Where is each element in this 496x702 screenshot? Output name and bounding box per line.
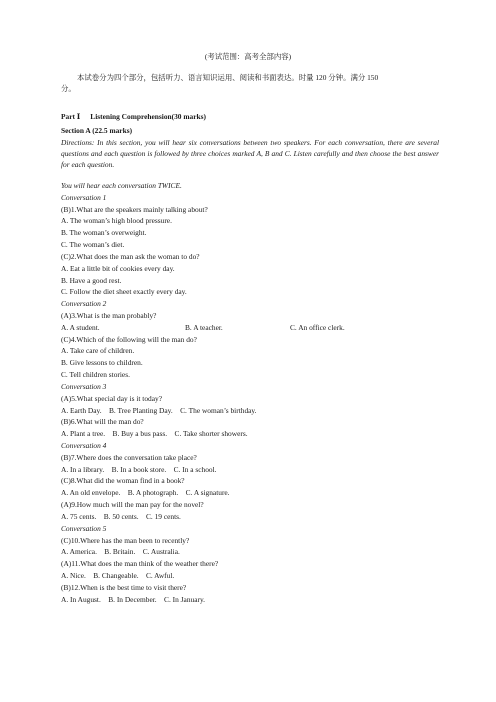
part-title: Listening Comprehension(30 marks): [90, 112, 206, 121]
question-3: (A)3.What is the man probably?: [61, 311, 157, 320]
conversation-4-heading: Conversation 4: [61, 441, 107, 450]
question-2-option-c: C. Follow the diet sheet exactly every day.: [61, 287, 187, 296]
conversation-1-heading: Conversation 1: [61, 193, 107, 202]
question-1-option-b: B. The woman’s overweight.: [61, 228, 147, 237]
section-heading: Section A (22.5 marks): [61, 126, 133, 135]
intro-text-cont: 分。: [61, 84, 76, 93]
question-4: (C)4.Which of the following will the man do?: [61, 335, 197, 344]
part-heading: [61, 112, 206, 122]
question-10-options: A. America. B. Britain. C. Australia.: [61, 547, 180, 556]
question-1: (B)1.What are the speakers mainly talking about?: [61, 205, 208, 214]
question-9-options: A. 75 cents. B. 50 cents. C. 19 cents.: [61, 512, 181, 521]
part-label: Part Ⅰ: [61, 112, 81, 121]
question-3-option-a: A. A student.: [61, 323, 100, 332]
conversation-2-heading: Conversation 2: [61, 299, 107, 308]
question-12: (B)12.When is the best time to visit there?: [61, 583, 187, 592]
question-1-option-a: A. The woman’s high blood pressure.: [61, 216, 172, 225]
question-5-options: A. Earth Day. B. Tree Planting Day. C. The woman’s birthday.: [61, 406, 257, 415]
question-4-option-c: C. Tell children stories.: [61, 370, 130, 379]
question-8: (C)8.What did the woman find in a book?: [61, 476, 185, 485]
question-4-option-a: A. Take care of children.: [61, 346, 135, 355]
question-7-options: A. In a library. B. In a book store. C. In a school.: [61, 465, 217, 474]
question-2: (C)2.What does the man ask the woman to do?: [61, 252, 200, 261]
exam-scope: (考试范围：高考全部内容): [204, 52, 292, 61]
question-6-options: A. Plant a tree. B. Buy a bus pass. C. Take shorter showers.: [61, 429, 248, 438]
question-6: (B)6.What will the man do?: [61, 417, 144, 426]
question-12-options: A. In August. B. In December. C. In January.: [61, 595, 206, 604]
conversation-3-heading: Conversation 3: [61, 382, 107, 391]
question-10: (C)10.Where has the man been to recently?: [61, 536, 190, 545]
hear-twice-note: You will hear each conversation TWICE.: [61, 181, 182, 190]
question-2-option-a: A. Eat a little bit of cookies every day.: [61, 264, 175, 273]
question-2-option-b: B. Have a good rest.: [61, 276, 122, 285]
question-3-option-b: B. A teacher.: [185, 323, 223, 332]
question-11: (A)11.What does the man think of the weather there?: [61, 559, 219, 568]
question-8-options: A. An old envelope. B. A photograph. C. A signature.: [61, 488, 230, 497]
question-11-options: A. Nice. B. Changeable. C. Awful.: [61, 571, 175, 580]
directions: Directions: In this section, you will hear six conversations between two speakers. For each conversation, there are several questions and each question is followed by three choices marked A, B and C. Listen carefully and then choose the best answer for each question.: [61, 138, 439, 170]
question-7: (B)7.Where does the conversation take place?: [61, 453, 197, 462]
conversation-5-heading: Conversation 5: [61, 524, 107, 533]
question-9: (A)9.How much will the man pay for the novel?: [61, 500, 204, 509]
intro-text: 本试卷分为四个部分，包括听力、语言知识运用、阅读和书面表达。时量 120 分钟。满分 150: [77, 73, 379, 82]
question-4-option-b: B. Give lessons to children.: [61, 358, 143, 367]
question-5: (A)5.What special day is it today?: [61, 394, 162, 403]
question-1-option-c: C. The woman’s diet.: [61, 240, 125, 249]
question-3-option-c: C. An office clerk.: [290, 323, 345, 332]
